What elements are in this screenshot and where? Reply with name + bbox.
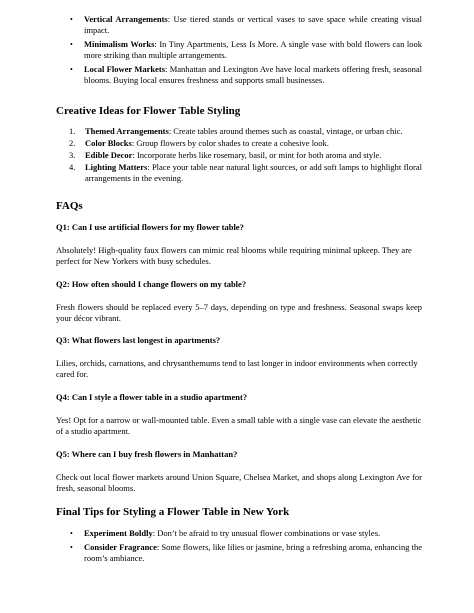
bullet-icon: •	[70, 40, 73, 49]
list-item-number: 4.	[69, 162, 76, 172]
list-item-term: Color Blocks	[85, 138, 132, 148]
faq-answer: Fresh flowers should be replaced every 5–7 days, depending on type and freshness. Seasonal swaps keep your décor vibrant.	[56, 302, 422, 323]
list-item-text: : Use tiered stands or vertical vases to save space while creating visual impact.	[84, 14, 422, 35]
bullet-icon: •	[70, 65, 73, 74]
list-item	[70, 39, 422, 61]
list-item-term: Experiment Boldly	[84, 528, 153, 538]
faq-answer: Absolutely! High-quality faux flowers can mimic real blooms while requiring minimal upkeep. They are perfect for New Yorkers with busy schedules.	[56, 245, 412, 266]
list-item-text: : Incorporate herbs like rosemary, basil, or mint for both aroma and style.	[132, 150, 382, 160]
faq-question: Q2: How often should I change flowers on my table?	[56, 279, 247, 289]
list-item-text: : Some flowers, like lilies or jasmine, bring a refreshing aroma, enhancing the room’s ambiance.	[84, 542, 422, 563]
section-heading-creative: Creative Ideas for Flower Table Styling	[56, 105, 241, 117]
list-item-text: : In Tiny Apartments, Less Is More. A single vase with bold flowers can look more striking than multiple arrangements.	[84, 39, 422, 60]
faq-question: Q5: Where can I buy fresh flowers in Manhattan?	[56, 449, 238, 459]
faq-question: Q3: What flowers last longest in apartments?	[56, 335, 221, 345]
list-item	[69, 138, 422, 149]
bullet-icon: •	[70, 15, 73, 24]
faq-answer: Yes! Opt for a narrow or wall-mounted table. Even a small table with a single vase can elevate the aesthetic of a studio apartment.	[56, 415, 422, 436]
list-item-term: Minimalism Works	[84, 39, 155, 49]
faq-answer: Check out local flower markets around Union Square, Chelsea Market, and shops along Lexington Ave for fresh, seasonal blooms.	[56, 472, 422, 493]
list-item-term: Lighting Matters	[85, 162, 148, 172]
list-item-term: Edible Decor	[85, 150, 133, 160]
faq-question: Q4: Can I style a flower table in a studio apartment?	[56, 392, 248, 402]
list-item-number: 3.	[69, 150, 76, 160]
list-item-text: : Create tables around themes such as coastal, vintage, or urban chic.	[168, 126, 403, 136]
list-item-number: 2.	[69, 138, 76, 148]
list-item-term: Vertical Arrangements	[84, 14, 168, 24]
top-bullet-list	[70, 14, 422, 89]
bullet-icon: •	[70, 543, 73, 552]
section-heading-faqs: FAQs	[56, 200, 83, 212]
bullet-icon: •	[70, 529, 73, 538]
faq-answer: Lilies, orchids, carnations, and chrysanthemums tend to last longer in indoor environments when correctly cared for.	[56, 358, 418, 379]
list-item	[69, 126, 422, 137]
final-bullet-list	[70, 528, 422, 567]
list-item	[70, 542, 422, 564]
creative-numbered-list	[69, 126, 422, 185]
list-item	[70, 14, 422, 36]
faq-question: Q1: Can I use artificial flowers for my flower table?	[56, 222, 244, 232]
list-item-number: 1.	[69, 126, 76, 136]
list-item-term: Consider Fragrance	[84, 542, 157, 552]
section-heading-final-tips: Final Tips for Styling a Flower Table in New York	[56, 506, 290, 518]
list-item	[69, 162, 422, 184]
list-item-text: : Manhattan and Lexington Ave have local markets offering fresh, seasonal blooms. Buying local ensures freshness and supports small businesses.	[84, 64, 423, 85]
list-item-text: : Place your table near natural light sources, or add soft lamps to highlight floral arrangements in the evening.	[85, 162, 422, 183]
list-item	[70, 64, 422, 86]
list-item-text: : Group flowers by color shades to create a cohesive look.	[131, 138, 329, 148]
list-item	[69, 150, 422, 161]
list-item	[70, 528, 422, 539]
list-item-term: Themed Arrangements	[85, 126, 169, 136]
list-item-term: Local Flower Markets	[84, 64, 166, 74]
list-item-text: : Don’t be afraid to try unusual flower combinations or vase styles.	[152, 528, 381, 538]
